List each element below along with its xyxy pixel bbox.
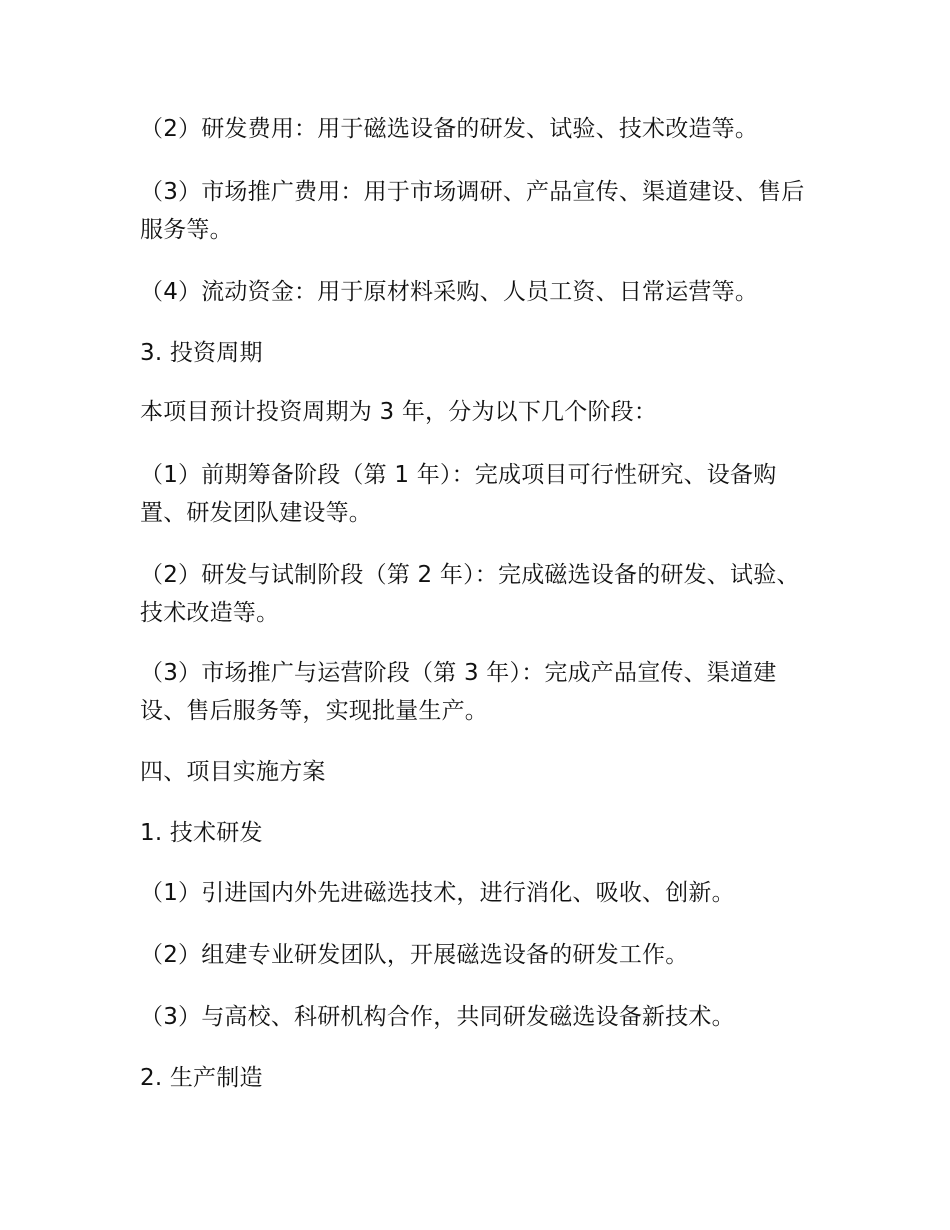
- paragraph-phase-preparation: （1）前期筹备阶段（第 1 年）：完成项目可行性研究、设备购置、研发团队建设等。: [140, 462, 777, 526]
- paragraph-rd-cost: （2）研发费用：用于磁选设备的研发、试验、技术改造等。: [140, 116, 759, 142]
- paragraph-tech-team: （2）组建专业研发团队，开展磁选设备的研发工作。: [140, 942, 689, 968]
- heading-technical-rd: 1. 技术研发: [140, 820, 263, 846]
- heading-implementation-plan: 四、项目实施方案: [140, 759, 326, 785]
- paragraph-investment-period-intro: 本项目预计投资周期为 3 年，分为以下几个阶段：: [140, 399, 658, 425]
- paragraph-tech-introduce: （1）引进国内外先进磁选技术，进行消化、吸收、创新。: [140, 880, 735, 906]
- paragraph-tech-cooperation: （3）与高校、科研机构合作，共同研发磁选设备新技术。: [140, 1004, 735, 1030]
- paragraph-phase-rd-trial: （2）研发与试制阶段（第 2 年）：完成磁选设备的研发、试验、技术改造等。: [140, 562, 800, 626]
- paragraph-marketing-cost: （3）市场推广费用：用于市场调研、产品宣传、渠道建设、售后服务等。: [140, 179, 805, 243]
- heading-investment-period: 3. 投资周期: [140, 340, 263, 366]
- heading-manufacturing: 2. 生产制造: [140, 1065, 263, 1091]
- paragraph-working-capital: （4）流动资金：用于原材料采购、人员工资、日常运营等。: [140, 279, 759, 305]
- paragraph-phase-marketing-operation: （3）市场推广与运营阶段（第 3 年）：完成产品宣传、渠道建设、售后服务等，实现批量生产。: [140, 660, 777, 724]
